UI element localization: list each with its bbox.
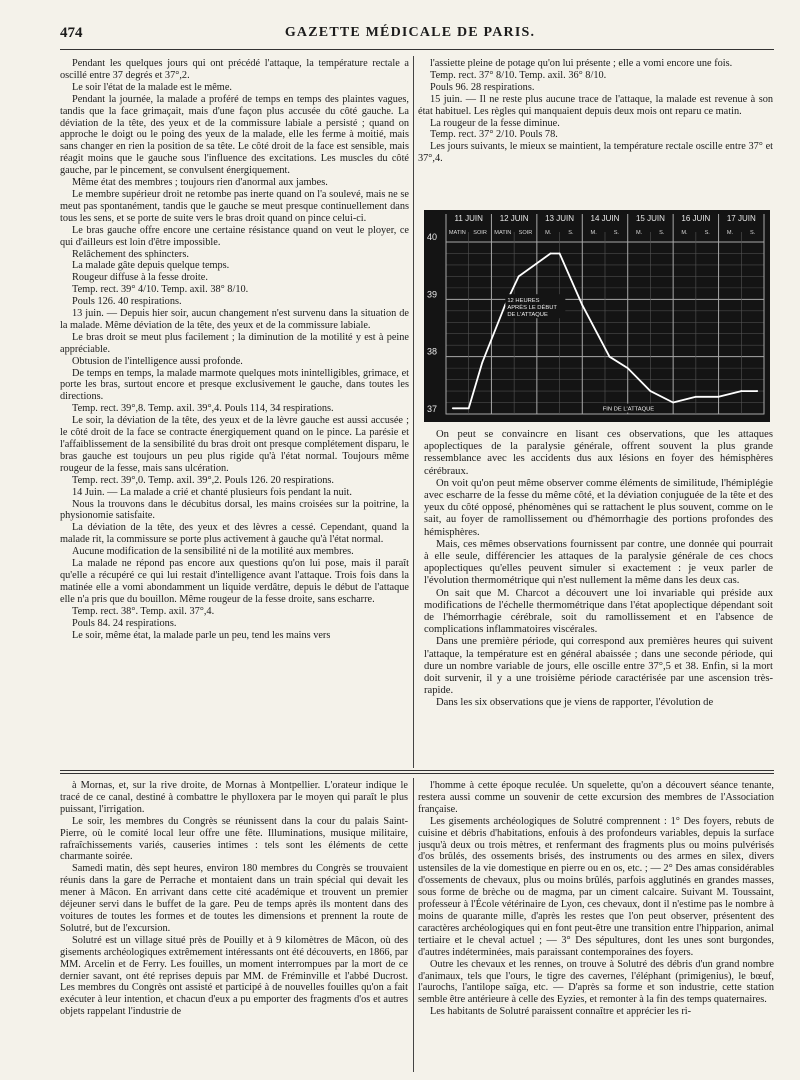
paragraph: Relâchement des sphincters.	[72, 248, 189, 260]
chart-annotation: DE L'ATTAQUE	[507, 312, 548, 319]
temperature-point	[550, 253, 552, 255]
section-rule-double	[60, 773, 774, 774]
paragraph: Temp. rect. 37° 8/10. Temp. axil. 36° 8/10.	[430, 69, 607, 81]
paragraph: La rougeur de la fesse diminue.	[430, 117, 560, 129]
chart-annotation: 12 HEURES	[507, 298, 540, 305]
page-header	[60, 25, 760, 47]
period-label: S.	[704, 230, 710, 236]
left-column-text	[60, 58, 409, 766]
paragraph: Pouls 96. 28 respirations.	[430, 81, 535, 93]
temperature-point	[452, 407, 454, 409]
page-number: 474	[60, 25, 83, 41]
paragraph: Le soir, les membres du Congrès se réunissent dans la cour du palais Saint-Pierre, où le comité local leur offre une fête. Illuminations, musique militaire, rafraîchissements variés, causeries intimes : tels sont les éléments de cette charmante soirée.	[60, 815, 408, 863]
temperature-point	[650, 390, 652, 392]
paragraph: Le soir, même état, la malade parle un peu, tend les mains vers	[72, 629, 331, 641]
paragraph: Les gisements archéologiques de Solutré comprennent : 1° Des foyers, rebuts de cuisine et débris d'habitations, enfouis à des profondeurs variables, depuis la surface jusqu'à deux ou trois mètres, et renfermant des fragments plus ou moins pulvérisés d'os brûlés, des ossements brisés, des instruments ou des armes en silex, divers ustensiles de la vie domestique en pierre ou en os, etc. ; — 2° Des amas considérables d'ossements de chevaux, plus ou moins brûlés, parfois agglutinés en grandes masses, sous forme de brèche ou de magma, par un ciment calcaire. Suivant M. Toussaint, professeur à l'École vétérinaire de Lyon, ces chevaux, dont il n'estime pas le nombre à moins de quarante mille, d'après les restes que l'on peut observer, présentent des caractères archéologiques qui en font peut-être une transition entre l'hipparion, animal tertiaire et le cheval actuel ; — 3° Des sépultures, dont les unes sont burgondes, d'autres indéterminées, mais paraissant contemporaines des foyers.	[418, 815, 774, 958]
paragraph: Nous la trouvons dans le décubitus dorsal, les mains croisées sur la poitrine, la physionomie satisfaite.	[60, 498, 409, 522]
day-label: 17 JUIN	[726, 214, 756, 223]
period-label: M.	[681, 230, 688, 236]
period-label: MATIN	[448, 230, 466, 236]
period-label: S.	[568, 230, 574, 236]
temperature-point	[518, 276, 520, 278]
paragraph: Le bras gauche offre encore une certaine résistance quand on veut le ployer, ce qui d'ailleurs est loin d'être impossible.	[60, 224, 409, 248]
paragraph: Aucune modification de la sensibilité ni de la motilité aux membres.	[72, 546, 354, 558]
y-tick-label: 40	[427, 232, 438, 242]
section-rule	[60, 770, 774, 771]
right-column-top-text	[418, 58, 773, 210]
paragraph: La malade ne répond pas encore aux questions qu'on lui pose, mais il paraît qu'elle a récupéré ce qui lui restait d'intelligence avant l'attaque. Trois fois dans la matinée elle a vomi abondamment un liquide verdâtre, depuis le début de l'attaque elle n'a pris que du bouillon. Même rougeur de la fesse droite, sans escharre.	[60, 558, 409, 605]
column-separator	[413, 56, 414, 768]
paragraph: Mais, ces mêmes observations fournissent par contre, une donnée qui pourrait à elle seule, différencier les attaques de la paralysie générale de ces chocs apoplectiques qu'elles peuvent simuler si exactement : je veux parler de l'évolution thermométrique qui n'est nullement la même dans les deux cas.	[424, 538, 773, 587]
paragraph: La malade gâte depuis quelque temps.	[72, 260, 230, 272]
paragraph: Le soir, la déviation de la tête, des yeux et de la lèvre gauche est aussi accusée ; le côté droit de la face se contracte énergiquement quand on le pince. La parésie et l'affaiblissement de la sensibilité du bras droit ont presque complétement disparu, le bras gauche est toujours un peu plus rigide qu'à l'état normal. Toujours même rougeur de la fesse, mais sans ulcération.	[60, 415, 409, 474]
period-label: M.	[726, 230, 734, 236]
y-tick-label: 37	[427, 404, 438, 414]
temperature-point	[756, 390, 758, 392]
paragraph: Temp. rect. 38°. Temp. axil. 37°,4.	[72, 605, 215, 617]
day-label: 14 JUIN	[590, 214, 620, 223]
paragraph: Le soir l'état de la malade est le même.	[72, 81, 232, 93]
paragraph: Le membre supérieur droit ne retombe pas inerte quand on l'a soulevé, mais ne se meut pas spontanément, tandis que le gauche se meut presque continuellement dans tous les sens, et se porte de suite vers le bras droit quand on pince celui-ci.	[60, 188, 409, 224]
paragraph: Pendant la journée, la malade a proféré de temps en temps des plaintes vagues, tandis que la face grimaçait, mais d'une façon plus accusée du côté gauche. La déviation de la tête, des yeux et de la commissure labiale a persisté ; quand on approche le doigt ou le poing des yeux de la malade, elle les ferme à moitié, mais sans changer en rien la position de sa tête. Le côté droit de la face est sensible, mais réagit moins que le gauche sous l'influence des excitations. Les muscles du côté gauche, par le pincement, se convulsent énergiquement.	[60, 93, 409, 177]
y-tick-label: 38	[427, 346, 438, 357]
paragraph: Le bras droit se meut plus facilement ; la diminution de la motilité y est à peine appréciable.	[60, 331, 409, 355]
period-label: S.	[659, 230, 665, 236]
temperature-point	[481, 362, 483, 364]
chart-annotation: APRÈS LE DÉBUT	[507, 305, 557, 312]
period-label: M.	[590, 230, 597, 236]
day-label: 12 JUIN	[499, 214, 529, 223]
header-rule	[60, 49, 774, 50]
paragraph: 15 juin. — Il ne reste plus aucune trace de l'attaque, la malade est revenue à son état habituel. Les règles qui manquaient depuis deux mois ont reparu ce matin.	[418, 93, 773, 117]
paragraph: Les habitants de Solutré paraissent connaître et apprécier les ri-	[430, 1006, 692, 1018]
temperature-chart	[424, 210, 770, 422]
chart-annotation: FIN DE L'ATTAQUE	[602, 406, 655, 413]
paragraph: 13 juin. — Depuis hier soir, aucun changement n'est survenu dans la situation de la malade. Même déviation de la tête, des yeux et de la commissure labiale.	[60, 308, 409, 331]
paragraph: Temp. rect. 39°,8. Temp. axil. 39°,4. Pouls 114, 34 respirations.	[72, 403, 334, 415]
bottom-left-column-text	[60, 780, 408, 1070]
paragraph: à Mornas, et, sur la rive droite, de Mornas à Montpellier. L'orateur indique le tracé de ce canal, destiné à combattre le phylloxera par le moyen qui paraît le plus puissant, l'irrigation.	[60, 780, 408, 815]
paragraph: Temp. rect. 39° 4/10. Temp. axil. 38° 8/10.	[72, 284, 249, 296]
bottom-column-separator	[413, 778, 414, 1072]
bottom-right-column-text	[418, 780, 774, 1070]
temperature-point	[468, 407, 470, 409]
paragraph: Temp. rect. 39°,0. Temp. axil. 39°,2. Pouls 126. 20 respirations.	[72, 474, 334, 486]
paragraph: Rougeur diffuse à la fesse droite.	[72, 272, 208, 284]
right-column-bottom-text	[424, 429, 773, 758]
day-label: 13 JUIN	[545, 214, 575, 223]
period-label: S.	[613, 230, 620, 236]
day-label: 15 JUIN	[635, 214, 665, 223]
paragraph: Les jours suivants, le mieux se maintient, la température rectale oscille entre 37° et 37°,4.	[418, 141, 773, 165]
period-label: SOIR	[518, 230, 533, 236]
paragraph: Pouls 126. 40 respirations.	[72, 296, 182, 308]
paragraph: Temp. rect. 37° 2/10. Pouls 78.	[430, 129, 558, 141]
paragraph: On voit qu'on peut même observer comme éléments de similitude, l'hémiplégie avec escharre de la fesse du même côté, et la déviation conjuguée de la tête et des yeux du côté opposé, phénomènes qui se rattachent le plus souvent, comme on le sait, au foyer de ramollissement ou d'hémorrhagie des portions profondes des hémisphères.	[424, 477, 773, 538]
period-label: MATIN	[494, 230, 512, 236]
temperature-point	[559, 253, 561, 255]
paragraph: l'homme à cette époque reculée. Un squelette, qu'on a découvert séance tenante, restera aussi comme un souvenir de cette excursion des membres de l'Association française.	[418, 780, 774, 815]
paragraph: Obtusion de l'intelligence aussi profonde.	[72, 355, 243, 367]
paragraph: La déviation de la tête, des yeux et des lèvres a cessé. Cependant, quand la malade rit, la commissure se porte plus activement à gauche qu'à l'état normal.	[60, 522, 409, 546]
paragraph: On sait que M. Charcot a découvert une loi invariable qui préside aux modifications de l'échelle thermométrique dans l'état apoplectique dépendant soit de l'hémorrhagie cérébrale, soit du ramollissement et en l'absence de complications inflammatoires viscérales.	[424, 587, 773, 636]
paragraph: De temps en temps, la malade marmote quelques mots inintelligibles, grimace, et porte les bras, surtout encore et presque exclusivement le gauche, dans toutes les directions.	[60, 367, 409, 403]
paragraph: Dans une première période, qui correspond aux premières heures qui suivent l'attaque, la température est en général abaissée ; dans une seconde période, qui dure un nombre variable de jours, elle oscille entre 37°,5 et 38. Enfin, si la mort doit survenir, il y a une troisième période caractérisée par une ascension très-rapide.	[424, 636, 773, 697]
paragraph: l'assiette pleine de potage qu'on lui présente ; elle a vomi encore une fois.	[430, 58, 733, 69]
paragraph: Pendant les quelques jours qui ont précédé l'attaque, la température rectale a oscillé entre 37 degrés et 37°,2.	[60, 58, 409, 81]
running-head: GAZETTE MÉDICALE DE PARIS.	[284, 25, 536, 40]
day-label: 16 JUIN	[681, 214, 711, 223]
y-tick-label: 39	[427, 289, 438, 300]
temperature-point	[740, 390, 742, 392]
paragraph: Solutré est un village situé près de Pouilly et à 9 kilomètres de Mâcon, où des gisements archéologiques extrêmement intéressants ont été découverts, en 1866, par MM. Arcelin et de Ferry. Les fouilles, un moment interrompues par la mort de ce dernier savant, ont été reprises depuis par MM. de Fréminville et l'abbé Ducrost. Les membres du Congrès ont assisté et participé à de nouvelles fouilles qu'on a fait exécuter à leur intention, et chacun d'eux a pu emporter des fragments d'os et autres objets rappelant l'industrie de	[60, 934, 408, 1018]
paragraph: Outre les chevaux et les rennes, on trouve à Solutré des débris d'un grand nombre d'animaux, tels que l'ours, le tigre des cavernes, l'éléphant (primigenius), le bœuf, l'aurochs, l'antilope saïga, etc. — D'après sa forme et son industrie, cette station semble être antérieure à celle des Eyzies, et remonter à la fin des temps quaternaires.	[418, 958, 774, 1006]
temperature-point	[718, 396, 720, 398]
temperature-point	[581, 304, 583, 306]
temperature-point	[627, 367, 629, 369]
temperature-point	[695, 396, 697, 398]
paragraph: Pouls 84. 24 respirations.	[72, 617, 177, 629]
period-label: SOIR	[473, 230, 487, 236]
period-label: M.	[635, 230, 643, 236]
paragraph: On peut se convaincre en lisant ces observations, que les attaques apoplectiques de la paralysie générale, offrent souvent la plus grande ressemblance avec les accidents dus aux lésions en foyer des hémisphères cérébraux.	[424, 429, 773, 477]
paragraph: Dans les six observations que je viens de rapporter, l'évolution de	[436, 697, 714, 709]
temperature-point	[609, 356, 611, 358]
temperature-chart-svg	[424, 210, 770, 422]
day-label: 11 JUIN	[454, 214, 483, 223]
period-label: M.	[545, 230, 552, 236]
temperature-point	[672, 402, 674, 404]
paragraph: Samedi matin, dès sept heures, environ 180 membres du Congrès se trouvaient réunis dans la gare de Perrache et montaient dans un train spécial qui devait les mener à Mâcon. En arrivant dans cette cité académique et trouvent un premier déjeuner servi dans le buffet de la gare. Peu de temps après ils montent dans des voitures de toutes les formes et de toutes les dimensions et prennent la route de Solutré, but de l'excursion.	[60, 863, 408, 934]
period-label: S.	[749, 230, 756, 236]
paragraph: Même état des membres ; toujours rien d'anormal aux jambes.	[72, 177, 328, 189]
paragraph: 14 Juin. — La malade a crié et chanté plusieurs fois pendant la nuit.	[72, 486, 352, 498]
